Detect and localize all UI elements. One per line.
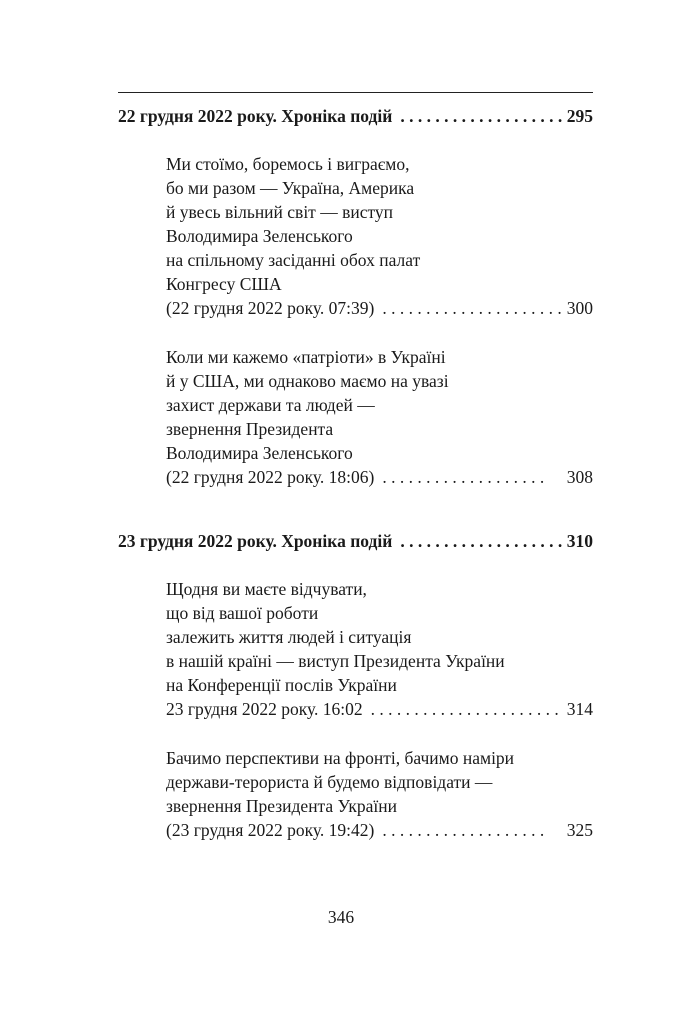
entry-line: Володимира Зеленського bbox=[166, 226, 353, 246]
entry-last-line bbox=[166, 465, 593, 489]
entry-page: 308 bbox=[566, 467, 593, 487]
entry-line: Ми стоїмо, боремось і виграємо, bbox=[166, 154, 410, 174]
dot-leader bbox=[400, 104, 562, 128]
toc-entry bbox=[166, 577, 593, 721]
entry-date: 23 грудня 2022 року. 16:02 bbox=[166, 699, 363, 719]
toc-entry bbox=[166, 345, 593, 489]
toc-entry bbox=[166, 152, 593, 320]
entry-line: залежить життя людей і ситуація bbox=[166, 627, 412, 647]
section-heading-dec-23 bbox=[118, 529, 593, 553]
entry-line: Конгресу США bbox=[166, 274, 282, 294]
entry-page: 325 bbox=[566, 820, 593, 840]
dot-leader bbox=[382, 818, 548, 842]
entry-line: звернення Президента bbox=[166, 419, 334, 439]
entry-line: Щодня ви маєте відчувати, bbox=[166, 579, 367, 599]
dot-leader bbox=[382, 296, 562, 320]
dot-leader bbox=[371, 697, 563, 721]
entry-last-line bbox=[166, 296, 593, 320]
section-heading-title: 22 грудня 2022 року. Хроніка подій bbox=[118, 106, 393, 126]
entry-line: й у США, ми однаково маємо на увазі bbox=[166, 371, 449, 391]
entry-date: (22 грудня 2022 року. 18:06) bbox=[166, 467, 375, 487]
entry-date: (22 грудня 2022 року. 07:39) bbox=[166, 298, 375, 318]
entry-line: держави-терориста й будемо відповідати — bbox=[166, 772, 493, 792]
entry-line: захист держави та людей — bbox=[166, 395, 375, 415]
entry-line: на спільному засіданні обох палат bbox=[166, 250, 421, 270]
entry-page: 300 bbox=[566, 298, 593, 318]
entry-line: Бачимо перспективи на фронті, бачимо наміри bbox=[166, 748, 515, 768]
toc-entry bbox=[166, 746, 593, 842]
section-heading-page: 310 bbox=[566, 531, 593, 551]
entry-line: в нашій країні — виступ Президента України bbox=[166, 651, 505, 671]
section-heading-title: 23 грудня 2022 року. Хроніка подій bbox=[118, 531, 393, 551]
entry-last-line bbox=[166, 818, 593, 842]
section-heading-page: 295 bbox=[566, 106, 593, 126]
entry-line: й увесь вільний світ — виступ bbox=[166, 202, 394, 222]
page-number: 346 bbox=[327, 907, 355, 927]
entry-date: (23 грудня 2022 року. 19:42) bbox=[166, 820, 375, 840]
dot-leader bbox=[382, 465, 548, 489]
top-rule bbox=[118, 92, 593, 93]
entry-line: звернення Президента України bbox=[166, 796, 398, 816]
entry-line: бо ми разом — Україна, Америка bbox=[166, 178, 415, 198]
dot-leader bbox=[400, 529, 562, 553]
entry-line: що від вашої роботи bbox=[166, 603, 319, 623]
entry-line: Коли ми кажемо «патріоти» в Україні bbox=[166, 347, 446, 367]
entry-last-line bbox=[166, 697, 593, 721]
entry-page: 314 bbox=[566, 699, 593, 719]
entry-line: на Конференції послів України bbox=[166, 675, 397, 695]
section-heading-dec-22 bbox=[118, 104, 593, 128]
entry-line: Володимира Зеленського bbox=[166, 443, 353, 463]
